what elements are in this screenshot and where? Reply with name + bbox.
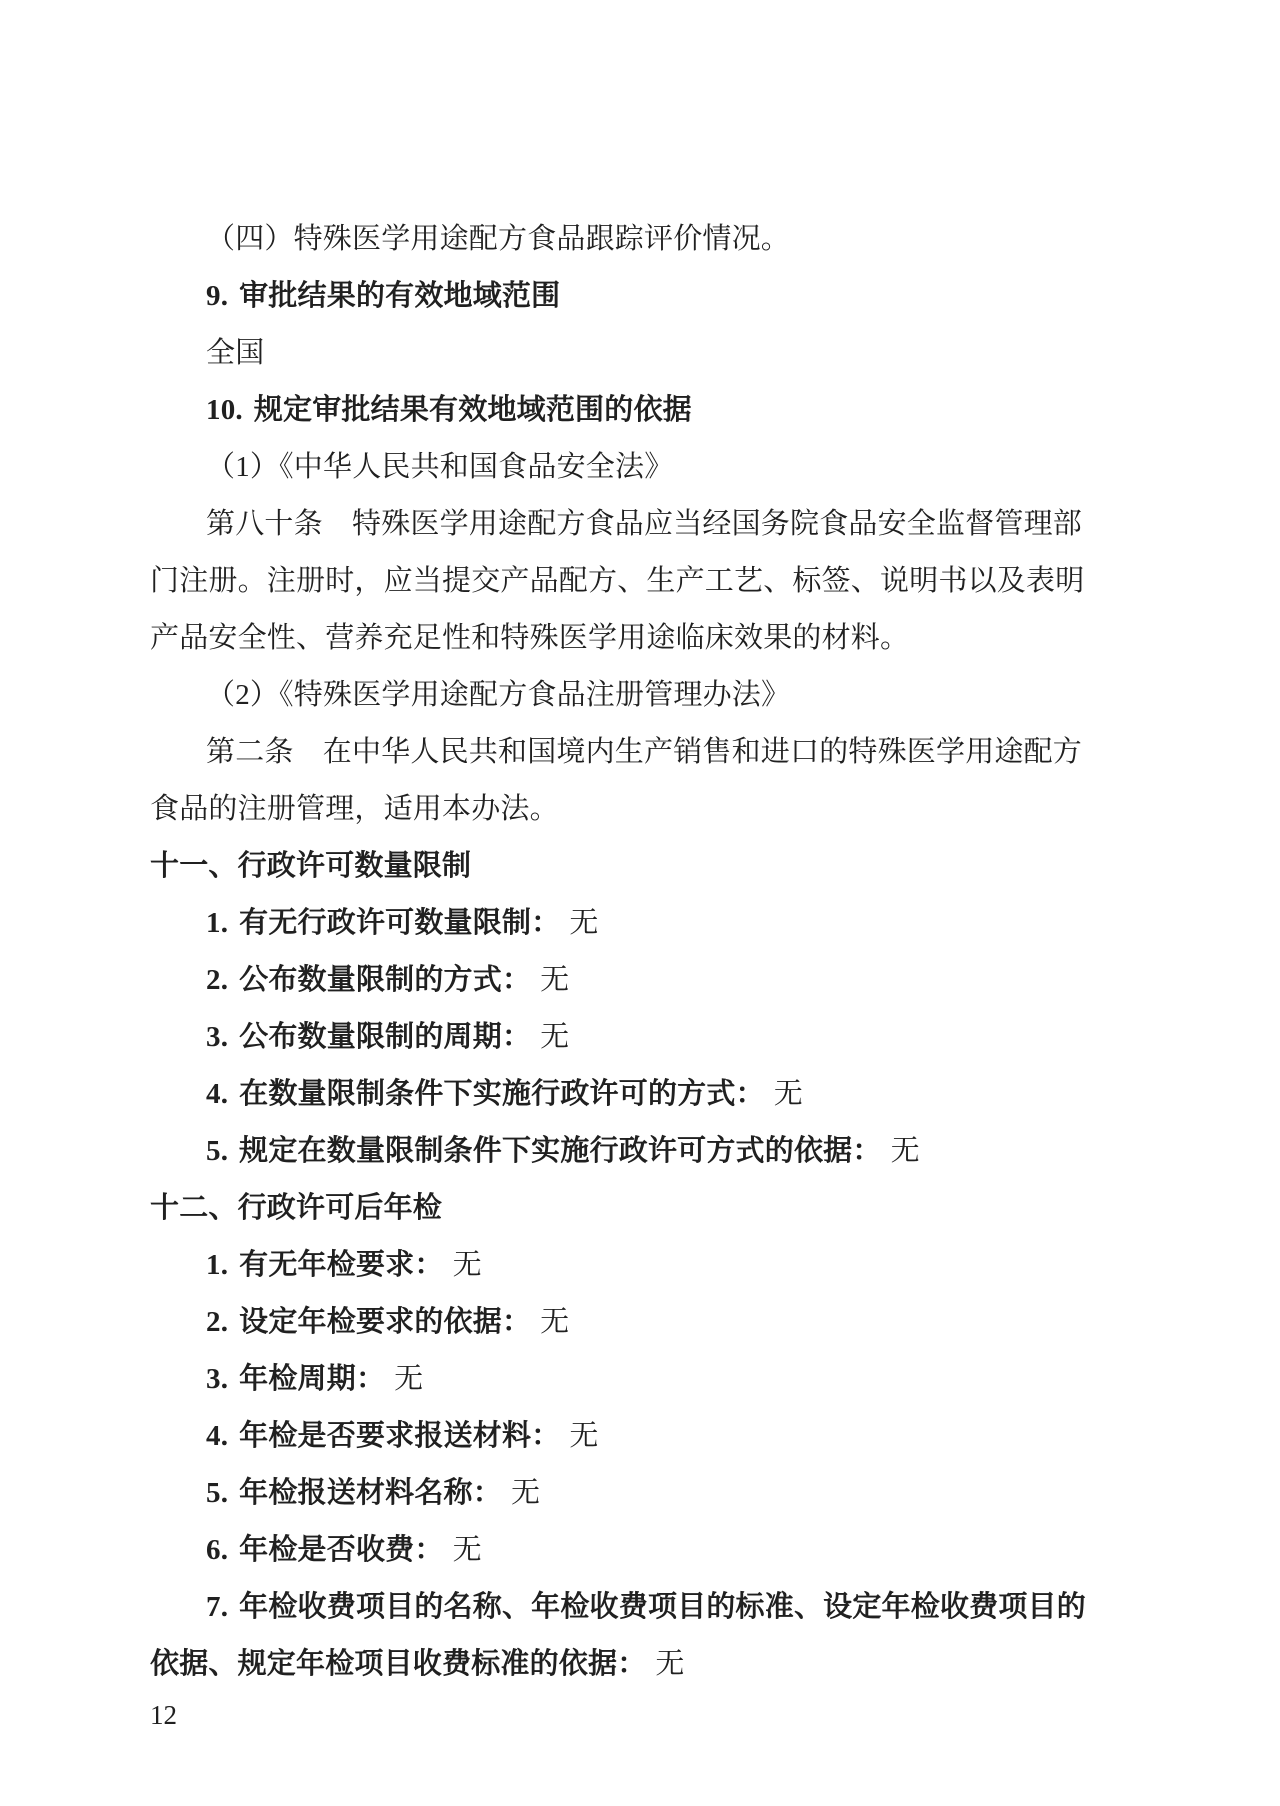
item-value: 无 bbox=[510, 1477, 541, 1509]
item-number: 6. bbox=[206, 1534, 229, 1566]
list-item-continuation bbox=[150, 1636, 1110, 1693]
section-heading: 十二、行政许可后年检 bbox=[150, 1192, 443, 1224]
item-label: 依据、规定年检项目收费标准的依据： bbox=[150, 1648, 647, 1680]
item-label: 规定在数量限制条件下实施行政许可方式的依据： bbox=[239, 1135, 882, 1167]
list-item bbox=[150, 1522, 1110, 1579]
list-item bbox=[150, 952, 1110, 1009]
section-heading: 十一、行政许可数量限制 bbox=[150, 850, 472, 882]
item-number: 1. bbox=[206, 907, 229, 939]
numbered-heading bbox=[150, 382, 1110, 439]
item-value: 无 bbox=[540, 1021, 570, 1053]
item-number: 5. bbox=[206, 1135, 229, 1167]
paragraph-line: （2）《特殊医学用途配方食品注册管理办法》 bbox=[206, 679, 791, 711]
heading-number: 10. bbox=[206, 394, 243, 426]
item-value: 无 bbox=[394, 1363, 424, 1395]
item-label: 公布数量限制的周期： bbox=[239, 1021, 532, 1053]
paragraph-line: （四）特殊医学用途配方食品跟踪评价情况。 bbox=[206, 223, 791, 255]
list-item bbox=[150, 1351, 1110, 1408]
item-label: 公布数量限制的方式： bbox=[239, 964, 532, 996]
item-value: 无 bbox=[540, 964, 570, 996]
paragraph-line: 食品的注册管理，适用本办法。 bbox=[150, 793, 559, 825]
item-value: 无 bbox=[655, 1648, 685, 1680]
item-value: 无 bbox=[569, 1420, 599, 1452]
document-content bbox=[150, 211, 1110, 1693]
item-label: 年检周期： bbox=[239, 1363, 386, 1395]
heading-number: 9. bbox=[206, 280, 229, 312]
item-label: 年检是否收费： bbox=[239, 1534, 444, 1566]
list-item bbox=[150, 1009, 1110, 1066]
paragraph-line: 第八十条 特殊医学用途配方食品应当经国务院食品安全监督管理部 bbox=[206, 508, 1083, 540]
item-label: 年检报送材料名称： bbox=[239, 1477, 502, 1509]
item-label: 设定年检要求的依据： bbox=[239, 1306, 532, 1338]
item-label: 有无年检要求： bbox=[239, 1249, 444, 1281]
list-item bbox=[150, 1123, 1110, 1180]
list-item bbox=[150, 1465, 1110, 1522]
numbered-heading bbox=[150, 268, 1110, 325]
list-item bbox=[150, 1066, 1110, 1123]
paragraph-line: 门注册。注册时，应当提交产品配方、生产工艺、标签、说明书以及表明 bbox=[150, 565, 1085, 597]
item-number: 3. bbox=[206, 1021, 229, 1053]
item-label: 有无行政许可数量限制： bbox=[239, 907, 561, 939]
item-value: 无 bbox=[540, 1306, 570, 1338]
list-item bbox=[150, 895, 1110, 952]
item-number: 7. bbox=[206, 1591, 229, 1623]
item-label: 年检收费项目的名称、年检收费项目的标准、设定年检收费项目的 bbox=[239, 1591, 1086, 1623]
item-value: 无 bbox=[569, 907, 599, 939]
item-value: 无 bbox=[452, 1249, 482, 1281]
item-label: 在数量限制条件下实施行政许可的方式： bbox=[239, 1078, 765, 1110]
list-item bbox=[150, 1579, 1110, 1636]
item-number: 4. bbox=[206, 1078, 229, 1110]
paragraph-line: 全国 bbox=[206, 337, 265, 369]
item-number: 2. bbox=[206, 1306, 229, 1338]
item-label: 年检是否要求报送材料： bbox=[239, 1420, 561, 1452]
item-value: 无 bbox=[890, 1135, 920, 1167]
page-number: 12 bbox=[150, 1700, 177, 1730]
paragraph-line: 产品安全性、营养充足性和特殊医学用途临床效果的材料。 bbox=[150, 622, 910, 654]
list-item bbox=[150, 1408, 1110, 1465]
heading-text: 规定审批结果有效地域范围的依据 bbox=[253, 394, 692, 426]
item-number: 1. bbox=[206, 1249, 229, 1281]
list-item bbox=[150, 1237, 1110, 1294]
paragraph-line: （1）《中华人民共和国食品安全法》 bbox=[206, 451, 674, 483]
item-number: 5. bbox=[206, 1477, 229, 1509]
item-number: 4. bbox=[206, 1420, 229, 1452]
item-number: 3. bbox=[206, 1363, 229, 1395]
item-number: 2. bbox=[206, 964, 229, 996]
paragraph-line: 第二条 在中华人民共和国境内生产销售和进口的特殊医学用途配方 bbox=[206, 736, 1083, 768]
list-item bbox=[150, 1294, 1110, 1351]
heading-text: 审批结果的有效地域范围 bbox=[239, 280, 561, 312]
item-value: 无 bbox=[773, 1078, 803, 1110]
item-value: 无 bbox=[452, 1534, 482, 1566]
